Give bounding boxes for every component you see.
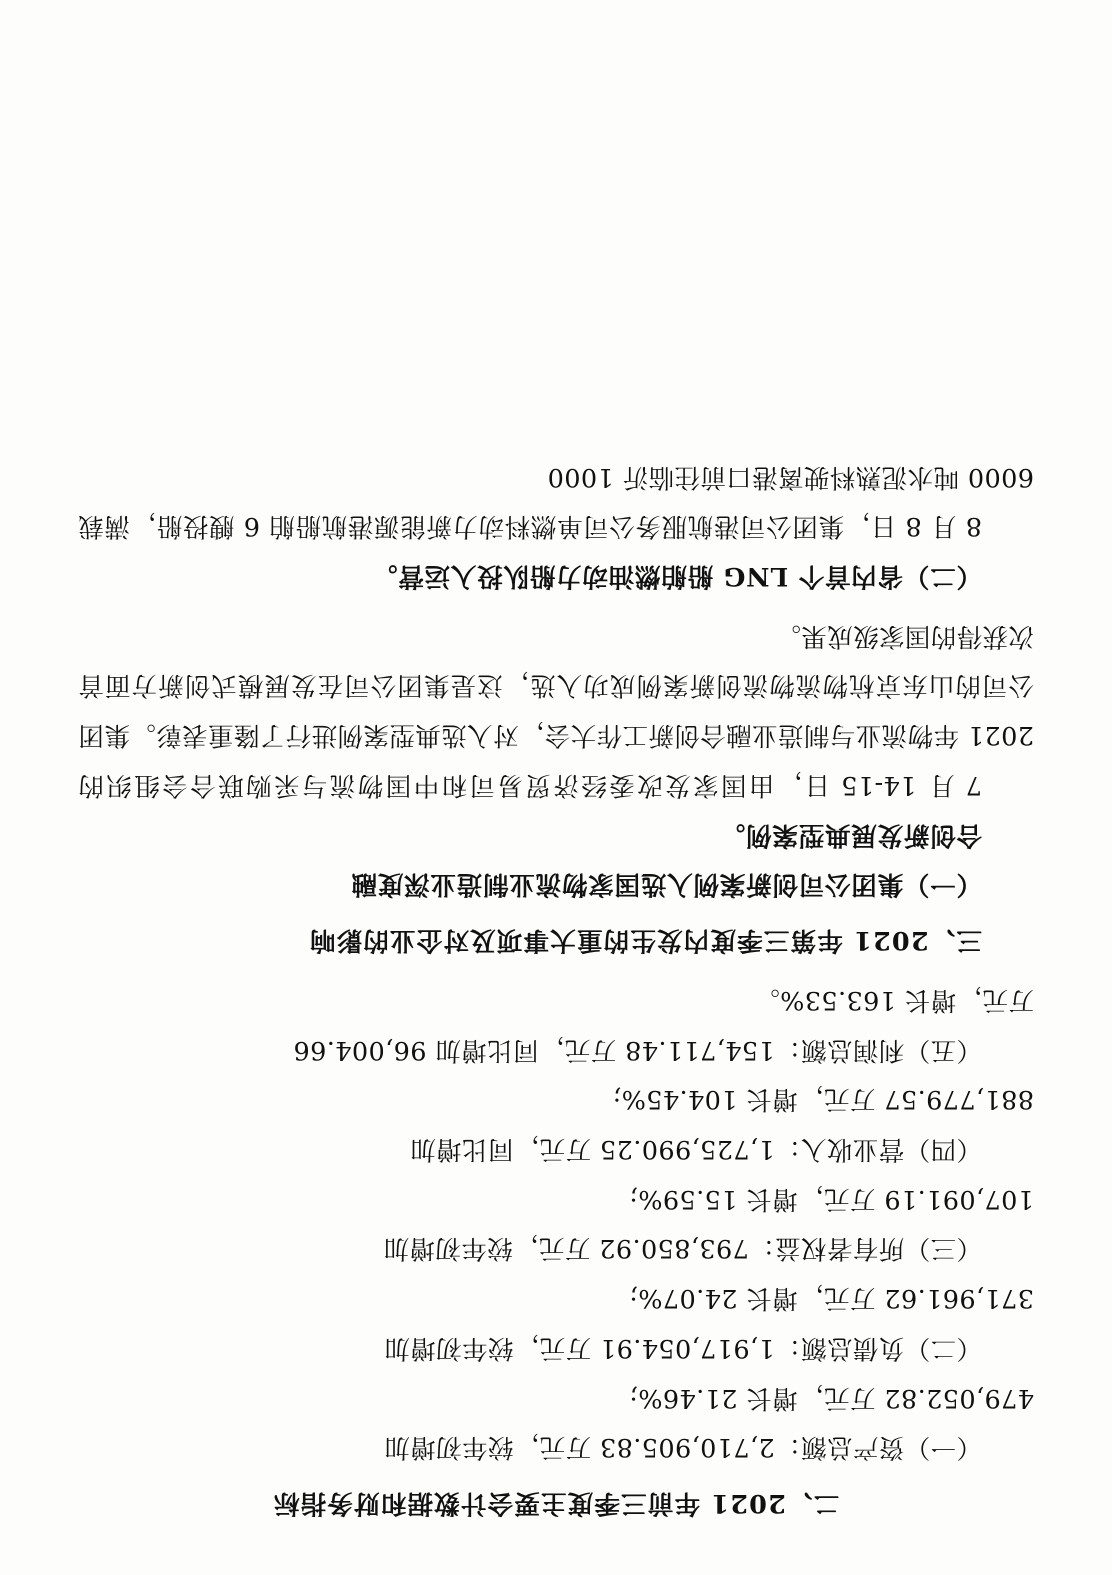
section-two-item-4-line-2: 881,779.57 万元，增长 104.45%; bbox=[612, 1084, 1034, 1115]
section-two-item-3-line-2: 107,091.19 万元，增长 15.59%; bbox=[628, 1183, 1034, 1214]
section-two-item-1-line-1: （一）资产总额：2,710,905.83 万元，较年初增加 bbox=[383, 1432, 982, 1463]
section-three-sub-two-title: （二）省内首个 LNG 船舶燃油动力船队投入运营。 bbox=[371, 561, 982, 592]
section-three-sub-one-title-line-2: 合创新发展典型案例。 bbox=[718, 819, 982, 850]
section-two-item-4-line-1: （四）营业收入：1,725,990.25 万元，同比增加 bbox=[409, 1133, 982, 1164]
document-content bbox=[78, 451, 1034, 1527]
section-two-item-1-line-2: 479,052.82 万元，增长 21.46%; bbox=[628, 1382, 1034, 1413]
section-three-sub-one-title-line-1: （一）集团公司创新案例入选国家物流业制造业深度融 bbox=[350, 869, 982, 900]
spacer bbox=[78, 600, 1034, 610]
section-three-sub-two-body: 8 月 8 日，集团公司港航服务公司单燃料动力新能源港航船舶 6 艘投船，满载 6000 吨水泥熟料驶离港口前往临沂 1000 bbox=[78, 461, 1034, 542]
section-two-item-5-line-1: （五）利润总额：154,711.48 万元，同比增加 96,004.66 bbox=[293, 1034, 982, 1065]
section-two-item-2-line-2: 371,961.62 万元，增长 24.07%; bbox=[628, 1283, 1034, 1314]
section-two-heading: 二、2021 年前三季度主要会计数据和财务指标 bbox=[272, 1488, 840, 1518]
section-two-item-3-line-1: （三）所有者权益：793,850.92 万元，较年初增加 bbox=[383, 1233, 982, 1264]
section-three-heading: 三、2021 年第三季度内发生的重大事项及对企业的影响 bbox=[308, 925, 982, 956]
section-two-item-2-line-1: （二）负债总额：1,917,054.91 万元，较年初增加 bbox=[383, 1332, 982, 1363]
section-three-sub-one-body: 7 月 14-15 日，由国家发改委经济贸易司和中国物流与采购联合会组织的 2021 年物流业与制造业融合创新工作大会，对入选典型案例进行了隆重表彰。集团公司的山东京杭物流物流创新案例成功入选，这是集团公司在发展模式创新方面首次获得的国家级成果。 bbox=[78, 620, 1034, 800]
section-two-item-5-line-2: 万元，增长 163.53%。 bbox=[753, 984, 1034, 1015]
spacer bbox=[78, 964, 1034, 974]
